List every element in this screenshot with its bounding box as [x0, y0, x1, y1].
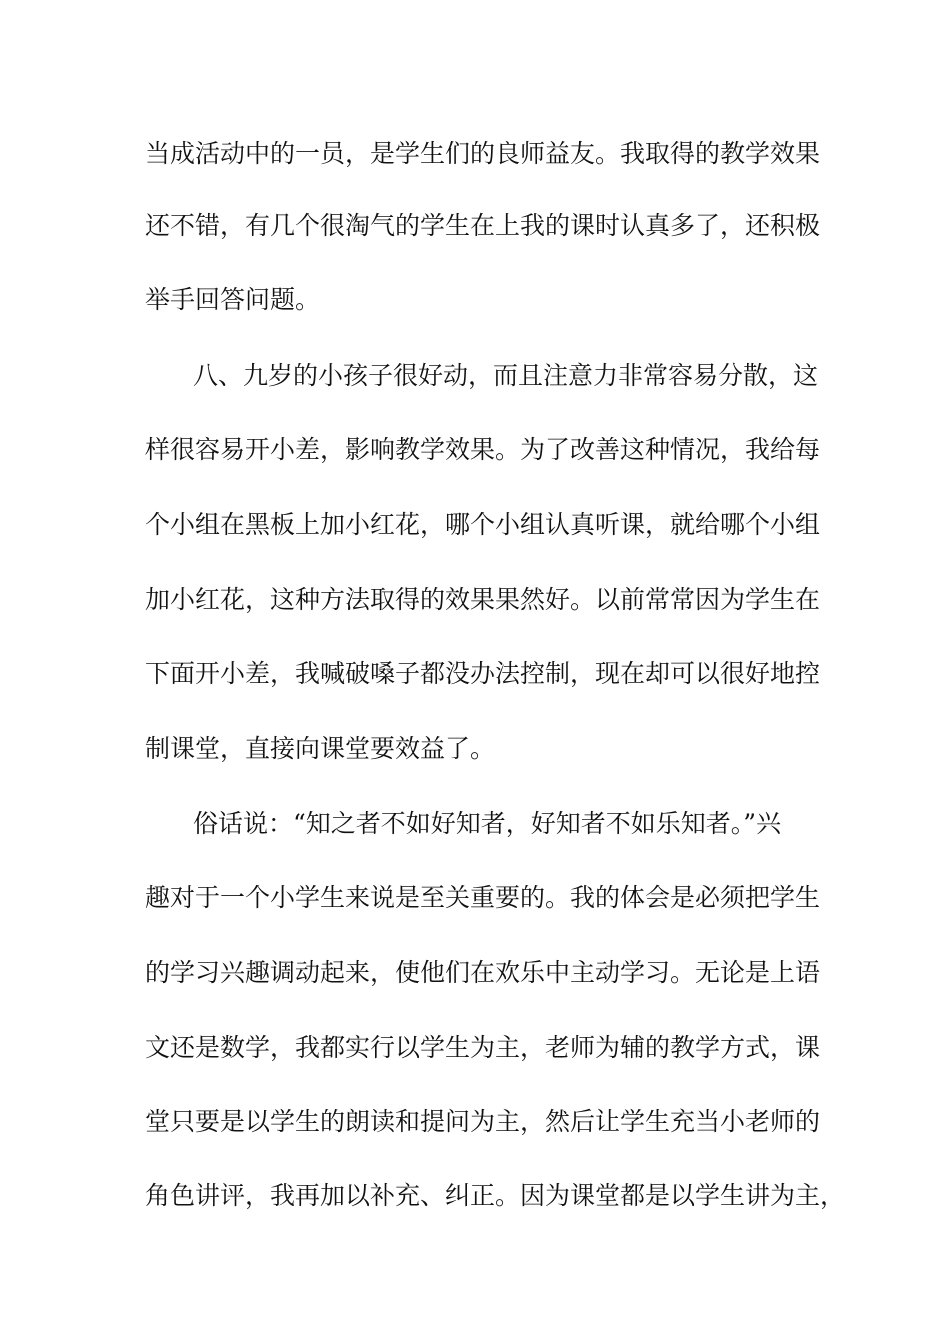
text-line: 的学习兴趣调动起来，使他们在欢乐中主动学习。无论是上语 [145, 958, 821, 987]
text-line: 俗话说：“知之者不如好知者，好知者不如乐知者。”兴 [193, 809, 782, 838]
text-line: 角色讲评，我再加以补充、纠正。因为课堂都是以学生讲为主， [145, 1181, 846, 1210]
text-line: 制课堂，直接向课堂要效益了。 [145, 734, 496, 763]
text-line: 举手回答问题。 [145, 285, 321, 314]
text-line: 堂只要是以学生的朗读和提问为主，然后让学生充当小老师的 [145, 1107, 821, 1136]
text-line: 八、九岁的小孩子很好动，而且注意力非常容易分散，这 [193, 361, 819, 390]
text-line: 个小组在黑板上加小红花，哪个小组认真听课，就给哪个小组 [145, 510, 821, 539]
text-line: 加小红花，这种方法取得的效果果然好。以前常常因为学生在 [145, 585, 821, 614]
text-line: 文还是数学，我都实行以学生为主，老师为辅的教学方式，课 [145, 1033, 821, 1062]
text-line: 趣对于一个小学生来说是至关重要的。我的体会是必须把学生 [145, 883, 821, 912]
text-line: 还不错，有几个很淘气的学生在上我的课时认真多了，还积极 [145, 211, 821, 240]
text-line: 下面开小差，我喊破嗓子都没办法控制，现在却可以很好地控 [145, 659, 821, 688]
text-line: 当成活动中的一员，是学生们的良师益友。我取得的教学效果 [145, 139, 821, 168]
text-line: 样很容易开小差，影响教学效果。为了改善这种情况，我给每 [145, 435, 821, 464]
